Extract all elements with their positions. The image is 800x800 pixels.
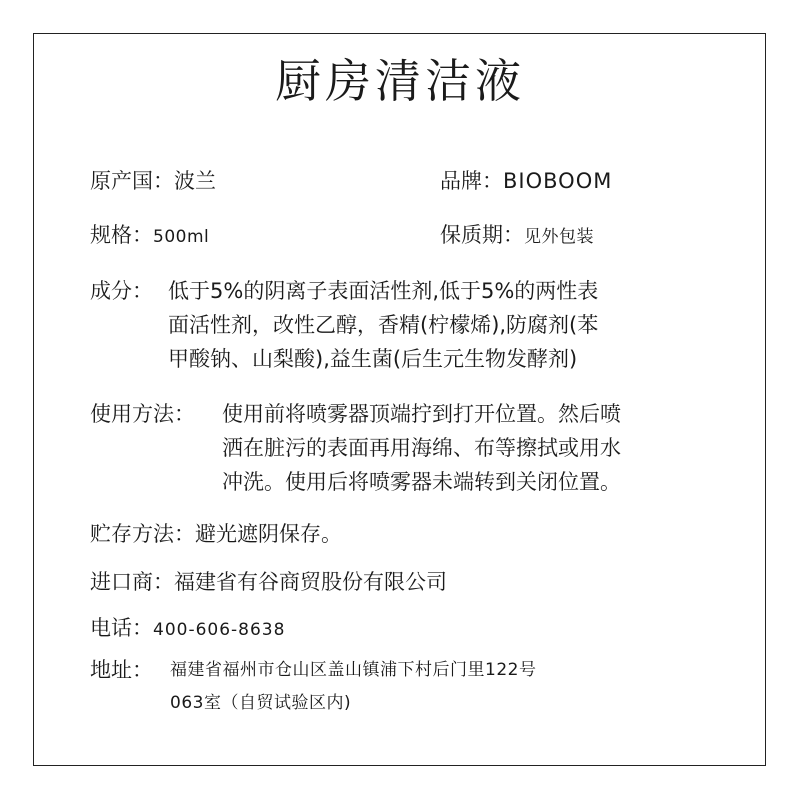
importer-row bbox=[90, 572, 447, 593]
address-line: 福建省福州市仓山区盖山镇浦下村后门里122号 bbox=[170, 660, 537, 680]
shelf-life-value: 见外包装 bbox=[524, 227, 594, 247]
brand-row bbox=[440, 171, 612, 192]
origin-value: 波兰 bbox=[174, 169, 216, 193]
ingredients-line: 低于5%的阴离子表面活性剂,低于5%的两性表 bbox=[168, 279, 599, 303]
usage-line: 使用前将喷雾器顶端拧到打开位置。然后喷 bbox=[222, 402, 621, 426]
storage-label: 贮存方法： bbox=[90, 522, 195, 546]
storage-value: 避光遮阴保存。 bbox=[195, 522, 342, 546]
ingredients-text bbox=[168, 274, 598, 376]
origin-row bbox=[90, 171, 216, 192]
ingredients-label: 成分： bbox=[90, 279, 153, 303]
usage-text bbox=[222, 397, 621, 499]
importer-label: 进口商： bbox=[90, 570, 174, 594]
usage-line: 洒在脏污的表面再用海绵、布等擦拭或用水 bbox=[222, 436, 621, 460]
spec-row bbox=[90, 225, 209, 246]
spec-label: 规格： bbox=[90, 223, 153, 247]
shelf-life-label: 保质期： bbox=[440, 223, 524, 247]
phone-row bbox=[90, 618, 285, 639]
brand-value: BIOBOOM bbox=[503, 169, 613, 193]
ingredients-line: 甲酸钠、山梨酸),益生菌(后生元生物发酵剂) bbox=[168, 347, 578, 371]
ingredients-line: 面活性剂，改性乙醇，香精(柠檬烯),防腐剂(苯 bbox=[168, 313, 599, 337]
shelf-life-row bbox=[440, 225, 594, 246]
product-title: 厨房清洁液 bbox=[275, 54, 525, 108]
usage-label: 使用方法： bbox=[90, 402, 195, 426]
address-line: 063室（自贸试验区内) bbox=[170, 693, 352, 713]
importer-value: 福建省有谷商贸股份有限公司 bbox=[174, 570, 447, 594]
address-row bbox=[90, 660, 153, 681]
origin-label: 原产国： bbox=[90, 169, 174, 193]
address-label: 地址： bbox=[90, 658, 153, 682]
phone-label: 电话： bbox=[90, 616, 153, 640]
brand-label: 品牌： bbox=[440, 169, 503, 193]
spec-value: 500ml bbox=[153, 227, 210, 247]
usage-line: 冲洗。使用后将喷雾器未端转到关闭位置。 bbox=[222, 470, 621, 494]
storage-row bbox=[90, 524, 342, 545]
phone-value: 400-606-8638 bbox=[153, 620, 286, 640]
